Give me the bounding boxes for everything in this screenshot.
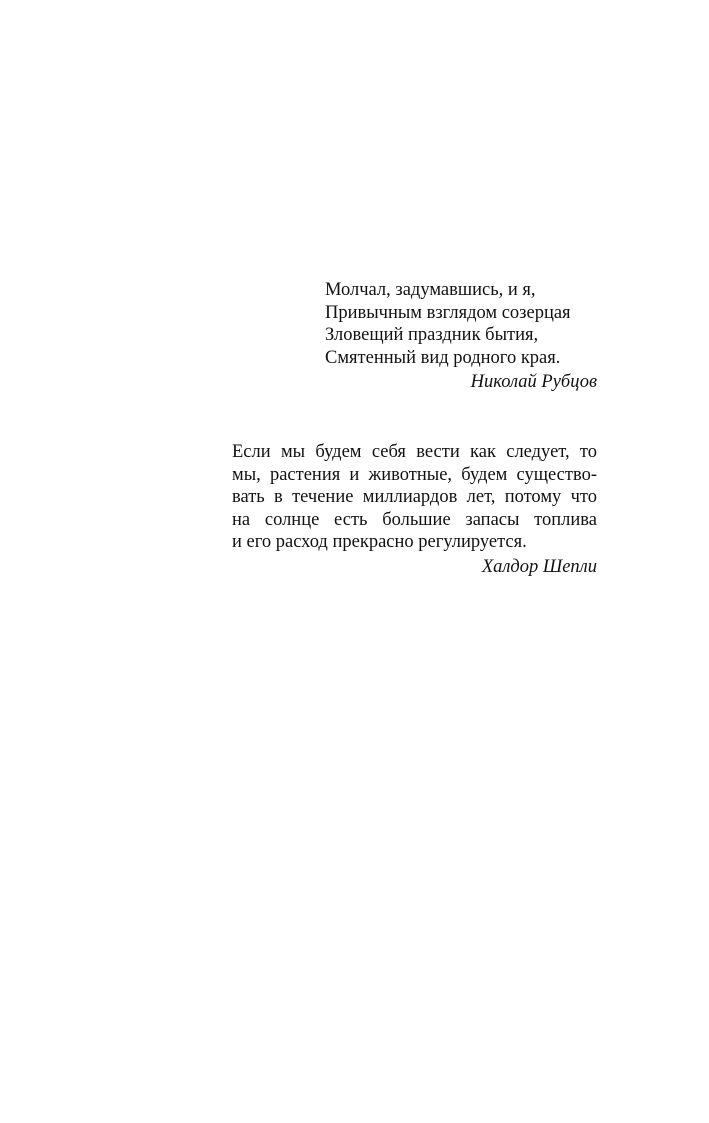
poem-author: Николай Рубцов [470, 372, 597, 393]
poem-line: Зловещий праздник бытия, [325, 325, 539, 346]
prose-line: мы, растения и животные, будем существо- [232, 464, 597, 485]
poem-line: Привычным взглядом созерцая [325, 302, 571, 323]
poem-line: Смятенный вид родного края. [325, 347, 561, 368]
prose-epigraph [232, 441, 597, 578]
prose-author: Халдор Шепли [481, 556, 597, 577]
prose-quote [232, 441, 597, 554]
prose-line: на солнце есть большие запасы топлива [232, 509, 597, 530]
poem-line: Молчал, задумавшись, и я, [325, 280, 536, 300]
prose-line: Если мы будем себя вести как следует, то [232, 442, 597, 462]
prose-line: и его расход прекрасно регулируется. [232, 532, 527, 553]
poem-epigraph [325, 279, 597, 393]
prose-line: вать в течение миллиардов лет, потому что [232, 487, 597, 508]
